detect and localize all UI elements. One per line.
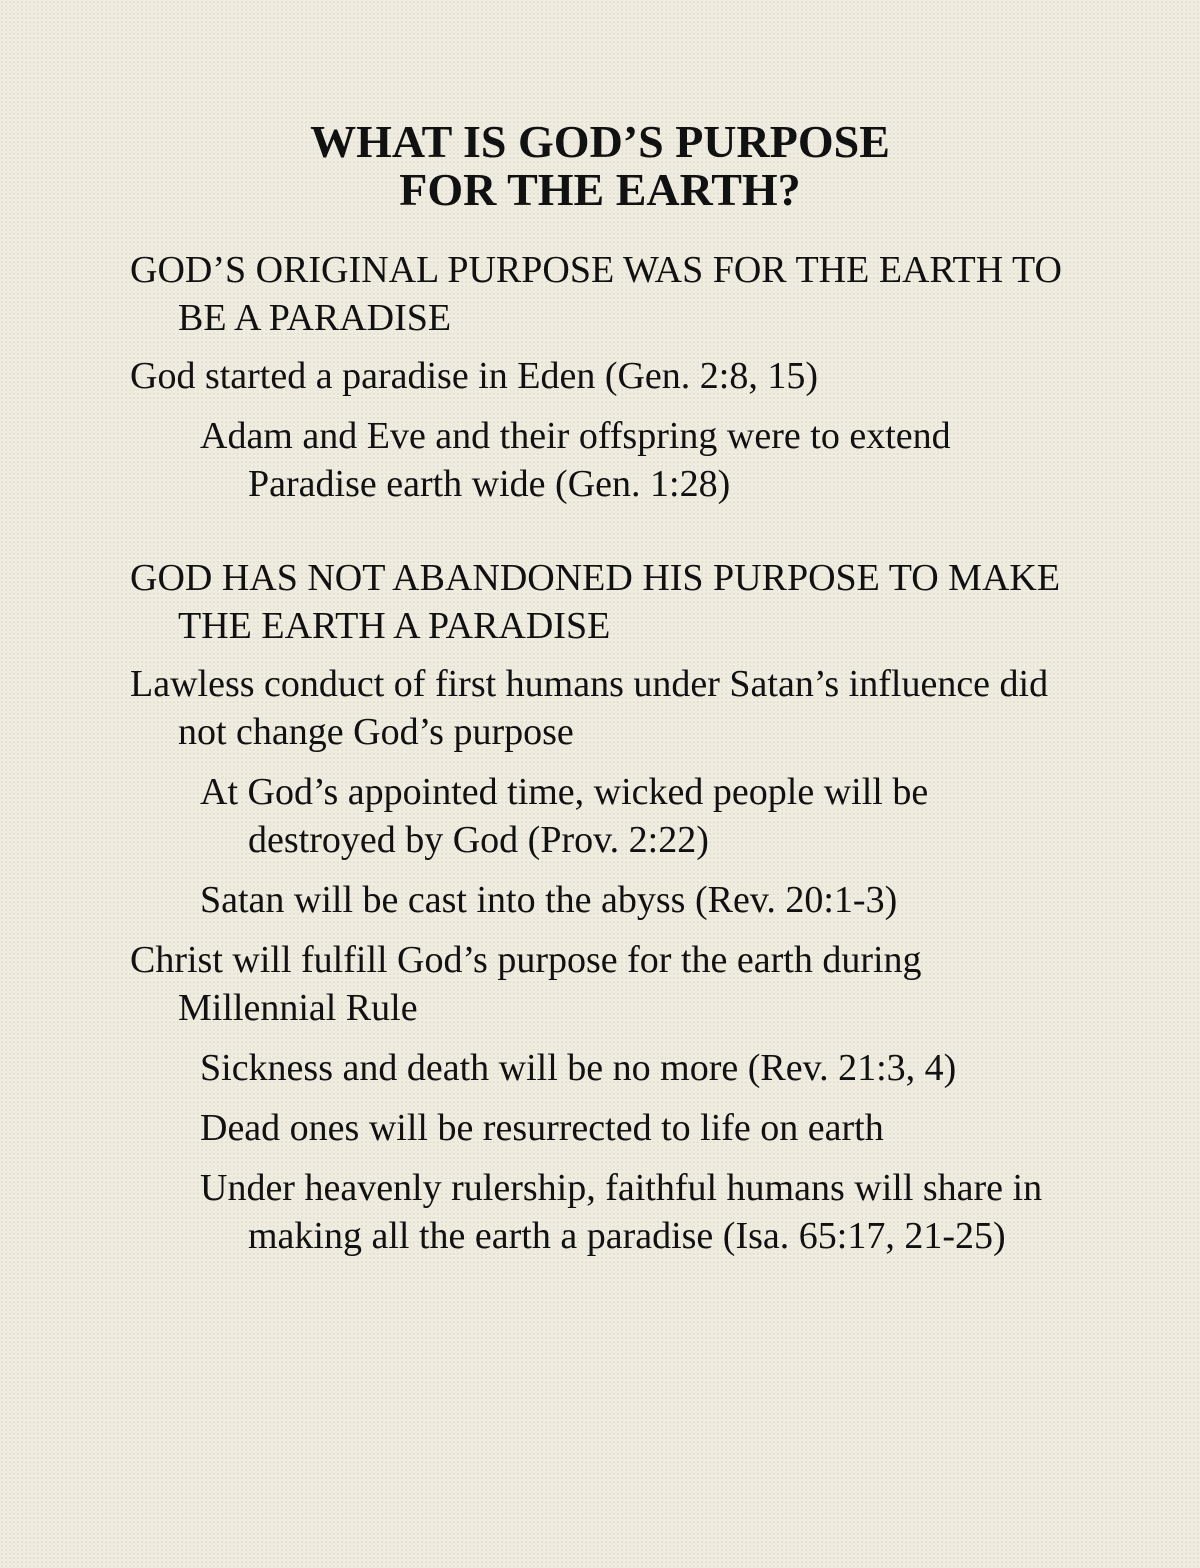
page-title bbox=[0, 118, 1200, 214]
section-heading-1: GOD’S ORIGINAL PURPOSE WAS FOR THE EARTH TO BE A PARADISE bbox=[130, 249, 1062, 339]
outline-subpoint: Satan will be cast into the abyss (Rev. 20:1-3) bbox=[200, 879, 898, 921]
outline-subpoint: Adam and Eve and their offspring were to extend Paradise earth wide (Gen. 1:28) bbox=[200, 415, 951, 505]
outline-point: God started a paradise in Eden (Gen. 2:8, 15) bbox=[130, 355, 819, 397]
outline-subpoint: Sickness and death will be no more (Rev. 21:3, 4) bbox=[200, 1047, 957, 1089]
outline-point: Christ will fulfill God’s purpose for the earth during Millennial Rule bbox=[130, 939, 922, 1029]
outline-subpoint: Dead ones will be resurrected to life on earth bbox=[200, 1107, 884, 1149]
outline-point: Lawless conduct of first humans under Satan’s influence did not change God’s purpose bbox=[130, 663, 1049, 753]
title-line-2: FOR THE EARTH? bbox=[399, 164, 801, 215]
section-heading-2: GOD HAS NOT ABANDONED HIS PURPOSE TO MAKE THE EARTH A PARADISE bbox=[130, 557, 1061, 647]
outline-subpoint: At God’s appointed time, wicked people will be destroyed by God (Prov. 2:22) bbox=[200, 771, 929, 861]
outline-subpoint: Under heavenly rulership, faithful humans will share in making all the earth a paradise (Isa. 65:17, 21-25) bbox=[200, 1167, 1043, 1257]
outline bbox=[130, 246, 1080, 1260]
title-line-1: WHAT IS GOD’S PURPOSE bbox=[310, 116, 890, 167]
